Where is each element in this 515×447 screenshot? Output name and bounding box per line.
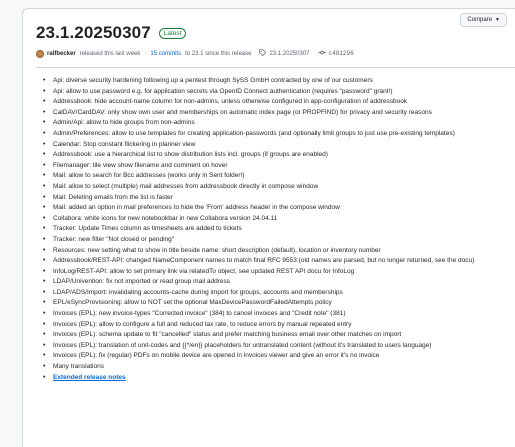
release-header: [36, 23, 515, 43]
tag-icon: [259, 49, 266, 58]
compare-button[interactable]: [460, 13, 507, 27]
list-item: • Invoices (EPL): allow to configure a full and reduced tax rate, to reduce errors by manual repeated entry: [49, 320, 515, 331]
release-card: [22, 8, 515, 447]
list-item: • LDAP/Univention: fix not imported or read group mail address: [49, 277, 515, 288]
list-item: • Tracker: new filter "Not closed or pending": [49, 235, 515, 246]
released-text: released this last week: [79, 50, 141, 57]
list-item: • Addressbook/REST-API: changed NameComponent names to match final RFC 9553 (old names are parsed, but no longer returned, see the docu): [49, 256, 515, 267]
list-item: • Many translations: [49, 362, 515, 373]
list-item-extended: [49, 373, 515, 384]
commit-icon: [318, 49, 326, 58]
release-meta: [36, 49, 354, 58]
list-item: • Tracker: Update Times column as timesheets are added to tickets: [49, 224, 515, 235]
list-item: • Mail: Deleting emails from the list is faster: [49, 193, 515, 204]
list-item: • Admin/Api: allow to hide groups from non-admins: [49, 118, 515, 129]
list-item: • Invoices (EPL): schema update to fit "cancelled" status and prefer matching business email over other matches on import: [49, 330, 515, 341]
list-item: • Admin/Preferences: allow to use templates for creating application-passwords (and optionally limit groups to just use pre-existing templates): [49, 129, 515, 140]
author-link[interactable]: ralfbecker: [47, 50, 76, 57]
header-divider: [36, 67, 515, 68]
list-item: • Filemanager: tile view show filename and comment on hover: [49, 161, 515, 172]
list-item: • Invoices (EPL): translation of unit-codes and {{*/en}} placeholders for untranslated content (without it's translated to users language): [49, 341, 515, 352]
list-item: • LDAP/ADS/Import: invalidating accounts-cache during import for groups, accounts and memberships: [49, 288, 515, 299]
avatar[interactable]: [36, 50, 44, 58]
list-item: • Api: diverse security hardening following up a pentest through SySS GmbH contracted by one of our customers: [49, 76, 515, 87]
meta-separator: ·: [144, 50, 147, 57]
title-row: [36, 23, 515, 43]
commits-link[interactable]: 15 commits: [150, 50, 182, 57]
list-item: • CalDAV/CardDAV: only show own user and memberships on automatic index page (or PROPFIND) for privacy and security reasons: [49, 108, 515, 119]
tag-link[interactable]: 23.1.20250307: [269, 50, 310, 57]
commit-link[interactable]: c401296: [328, 50, 354, 57]
commits-suffix: to 23.1 since this release: [185, 50, 252, 57]
list-item: • InfoLog/REST-API: allow to set primary link via relatedTo object, see updated REST API docu for InfoLog: [49, 267, 515, 278]
list-item: • Api: allow to use password e.g. for application secrets via OpenID Connect authentication (requires "password" grant!): [49, 87, 515, 98]
list-item: • Mail: added an option in mail preferences to hide the 'From' address header in the compose window: [49, 203, 515, 214]
list-item: • Calendar: Stop constant flickering in planner view: [49, 140, 515, 151]
list-item: • Mail: allow to select (multiple) mail addresses from addressbook directly in compose window: [49, 182, 515, 193]
release-title[interactable]: 23.1.20250307: [36, 23, 151, 42]
list-item: • Invoices (EPL): new invoice-types "Corrected invoice" (384) to cancel invoices and "Credit note" (381): [49, 309, 515, 320]
latest-badge: Latest: [159, 28, 187, 39]
list-item: • EPL/eSyncProvisioning: allow to NOT set the optional MaxDevicePasswordFailedAttempts policy: [49, 298, 515, 309]
list-item: • Addressbook: hide account-name column for non-admins, unless otherwise configured in app-configuration of addressbook: [49, 97, 515, 108]
list-item: • Mail: allow to search for Bcc addresses (works only in Sent folder!): [49, 171, 515, 182]
extended-release-notes-link[interactable]: Extended release notes: [53, 373, 126, 381]
list-item: • Addressbook: use a hierarchical list to show distribution lists incl. groups (if groups are enabled): [49, 150, 515, 161]
list-item: • Collabora: white icons for new notebookbar in new Collabora version 24.04.11: [49, 214, 515, 225]
chevron-down-icon: ▼: [495, 17, 500, 23]
release-notes-list: [49, 76, 515, 383]
list-item: • Resources: new setting what to show in title beside name: short description (default), location or inventory number: [49, 246, 515, 257]
compare-label: Compare: [467, 17, 493, 23]
list-item: • Invoices (EPL): fix (regular) PDFs on mobile device are opened in invoices viewer and give an error it's no invoice: [49, 351, 515, 362]
